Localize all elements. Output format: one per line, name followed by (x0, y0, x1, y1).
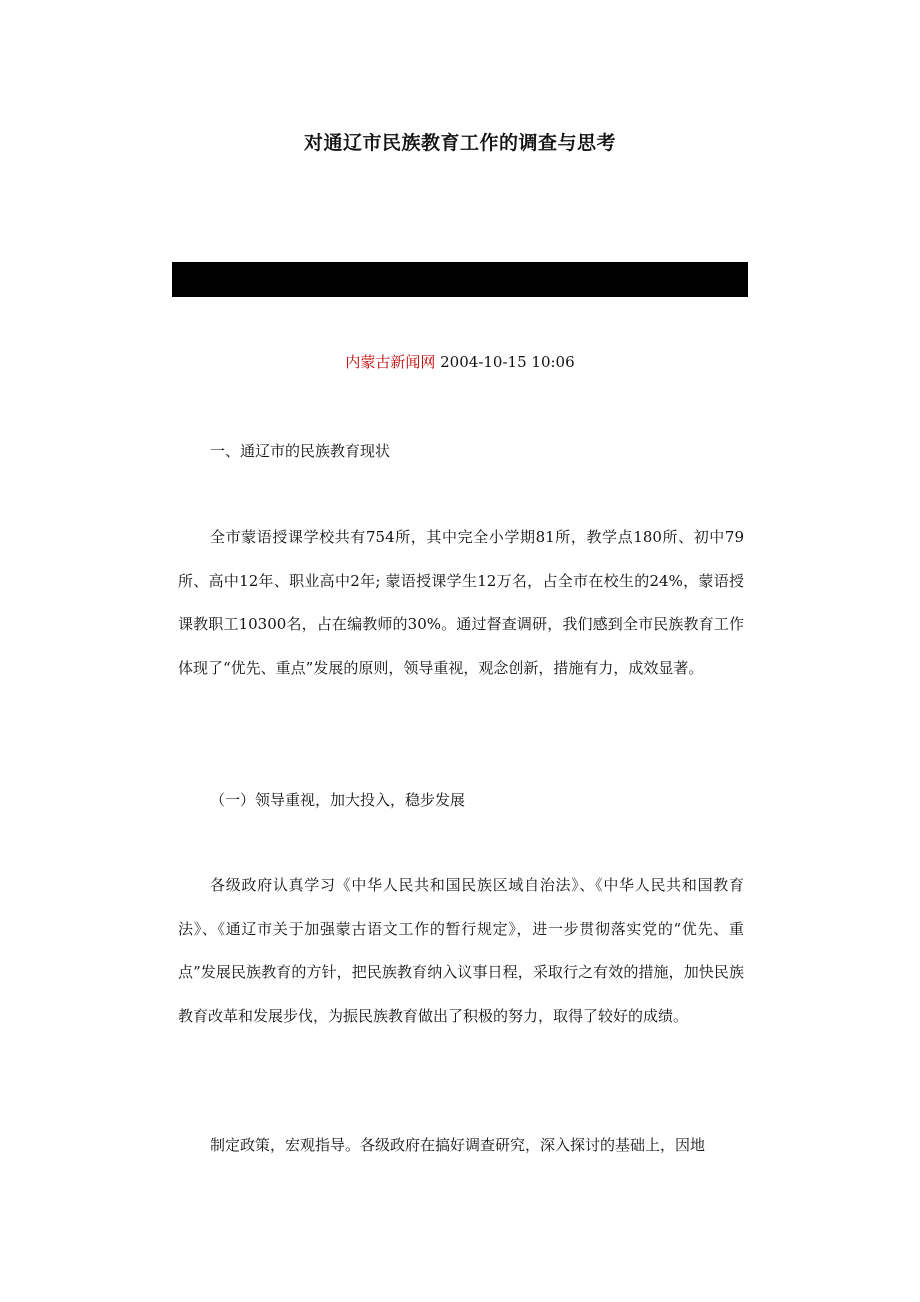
paragraph-3: 制定政策，宏观指导。各级政府在搞好调查研究，深入探讨的基础上，因地 (210, 1136, 706, 1154)
source-name-link[interactable]: 内蒙古新闻网 (345, 353, 436, 371)
section-heading-1: 一、通辽市的民族教育现状 (210, 442, 391, 460)
publish-datetime: 2004-10-15 10:06 (435, 353, 575, 371)
section-heading-2: （一）领导重视，加大投入，稳步发展 (210, 791, 466, 809)
source-line (0, 350, 920, 374)
paragraph-1: 全市蒙语授课学校共有754所，其中完全小学期81所，教学点180所、初中79所、高中12年、职业高中2年; 蒙语授课学生12万名，占全市在校生的24%，蒙语授课教职工10300名，占在编教师的30%。通过督查调研，我们感到全市民族教育工作体现了“优先、重点”发展的原则，领导重视，观念创新，措施有力，成效显著。 (178, 528, 744, 677)
paragraph-2: 各级政府认真学习《中华人民共和国民族区域自治法》、《中华人民共和国教育法》、《通辽市关于加强蒙古语文工作的暂行规定》，进一步贯彻落实党的“优先、重点”发展民族教育的方针，把民族教育纳入议事日程，采取行之有效的措施，加快民族教育改革和发展步伐，为振民族教育做出了积极的努力，取得了较好的成绩。 (178, 876, 744, 1025)
redacted-banner (172, 262, 748, 297)
document-title: 对通辽市民族教育工作的调查与思考 (303, 132, 616, 154)
